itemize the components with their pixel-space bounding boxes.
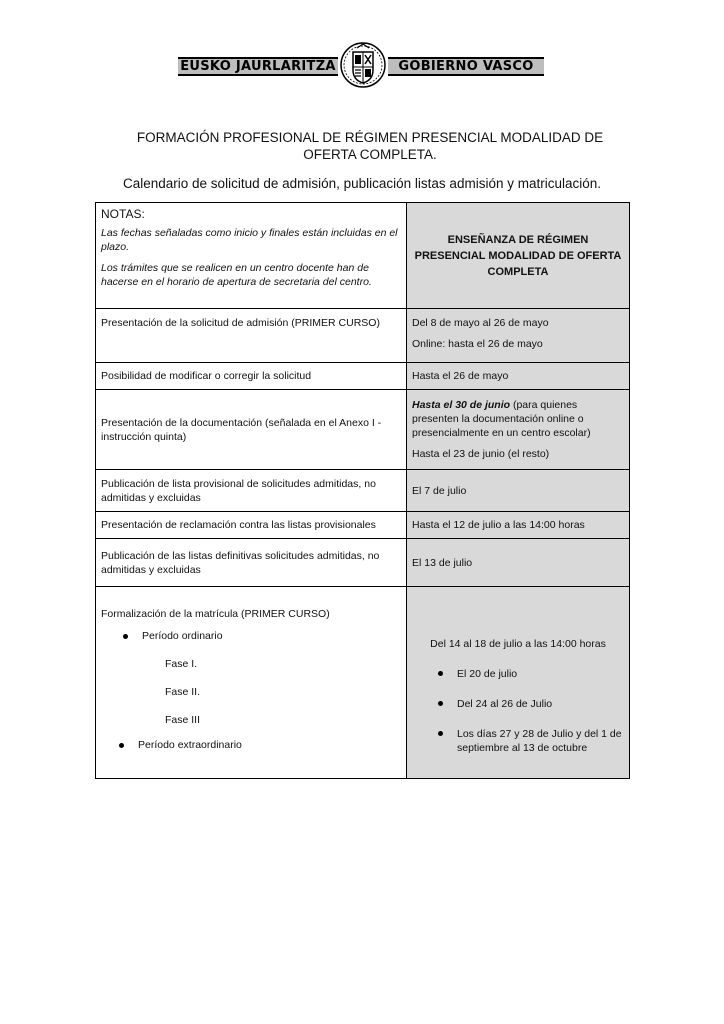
logo-text-spanish: GOBIERNO VASCO: [398, 59, 534, 74]
government-logo: [178, 40, 544, 90]
table-row: [96, 363, 630, 390]
page-title: FORMACIÓN PROFESIONAL DE RÉGIMEN PRESENCIAL MODALIDAD DE OFERTA COMPLETA.: [136, 130, 604, 162]
notes-heading: NOTAS:: [101, 207, 145, 221]
table-row: [96, 309, 630, 363]
fase-label: Fase III: [165, 714, 201, 726]
list-item-label: El 20 de julio: [457, 668, 518, 680]
row-value-line: [412, 398, 624, 440]
list-item-label: Los días 27 y 28 de Julio y del 1 de septiembre al 13 de octubre: [457, 728, 622, 754]
fase-label: Fase II.: [165, 686, 201, 698]
row-value: El 7 de julio: [407, 470, 630, 512]
row-label: Presentación de la documentación (señalada en el Anexo I - instrucción quinta): [96, 390, 407, 470]
row-label: Presentación de la solicitud de admisión (PRIMER CURSO): [96, 309, 407, 363]
row-label: [96, 587, 407, 779]
table-row: [96, 390, 630, 470]
row-label: Posibilidad de modificar o corregir la solicitud: [96, 363, 407, 390]
row-value: [407, 309, 630, 363]
logo-text-basque: EUSKO JAURLARITZA: [180, 59, 336, 74]
basque-government-shield-icon: [340, 40, 386, 90]
list-item-label: Período ordinario: [142, 630, 223, 642]
deadline-note: (para quienes presenten la documentación online o presencialmente en un centro escolar): [412, 399, 591, 439]
deadline-bold: Hasta el 30 de junio: [412, 399, 511, 411]
row-value: El 13 de julio: [407, 539, 630, 587]
row-value: Hasta el 26 de mayo: [407, 363, 630, 390]
list-item: [101, 629, 401, 643]
row-label: Publicación de las listas definitivas solicitudes admitidas, no admitidas y excluidas: [96, 539, 407, 587]
row-label: Presentación de reclamación contra las listas provisionales: [96, 512, 407, 539]
table-row: [96, 539, 630, 587]
bullet-icon: [438, 701, 443, 706]
list-item: [412, 667, 624, 681]
row-value: Hasta el 12 de julio a las 14:00 horas: [407, 512, 630, 539]
notes-cell: [96, 203, 407, 309]
list-item-label: Período extraordinario: [138, 739, 242, 751]
bullet-icon: [119, 743, 124, 748]
fase-1-dates: Del 14 al 18 de julio a las 14:00 horas: [430, 638, 606, 650]
bullet-icon: [123, 634, 128, 639]
header-cell: [407, 203, 630, 309]
row-value-line: Online: hasta el 26 de mayo: [412, 338, 543, 350]
list-item: [412, 727, 624, 755]
note-1: Las fechas señaladas como inicio y finales están incluidas en el plazo.: [101, 227, 398, 253]
row-label: Publicación de lista provisional de solicitudes admitidas, no admitidas y excluidas: [96, 470, 407, 512]
table-row: [96, 512, 630, 539]
column-header: ENSEÑANZA DE RÉGIMEN PRESENCIAL MODALIDAD DE OFERTA COMPLETA: [414, 233, 622, 278]
fase-label: Fase I.: [165, 658, 198, 670]
matricula-label: Formalización de la matrícula (PRIMER CURSO): [101, 608, 330, 620]
row-value: [407, 587, 630, 779]
row-value-line: Hasta el 23 de junio (el resto): [412, 448, 550, 460]
table-row: [96, 470, 630, 512]
page-subtitle: Calendario de solicitud de admisión, publicación listas admisión y matriculación.: [123, 176, 601, 191]
logo-band-left: [178, 57, 338, 76]
calendar-table: [95, 202, 630, 779]
list-item: [101, 738, 401, 752]
row-value: [407, 390, 630, 470]
table-row-matricula: [96, 587, 630, 779]
list-item-label: Del 24 al 26 de Julio: [457, 698, 553, 710]
table-row-header: [96, 203, 630, 309]
bullet-icon: [438, 671, 443, 676]
logo-band-right: [388, 57, 544, 76]
list-item: [412, 697, 624, 711]
note-2: Los trámites que se realicen en un centro docente han de hacerse en el horario de apertura de secretaria del centro.: [101, 262, 372, 288]
row-value-line: Del 8 de mayo al 26 de mayo: [412, 317, 549, 329]
bullet-icon: [438, 731, 443, 736]
